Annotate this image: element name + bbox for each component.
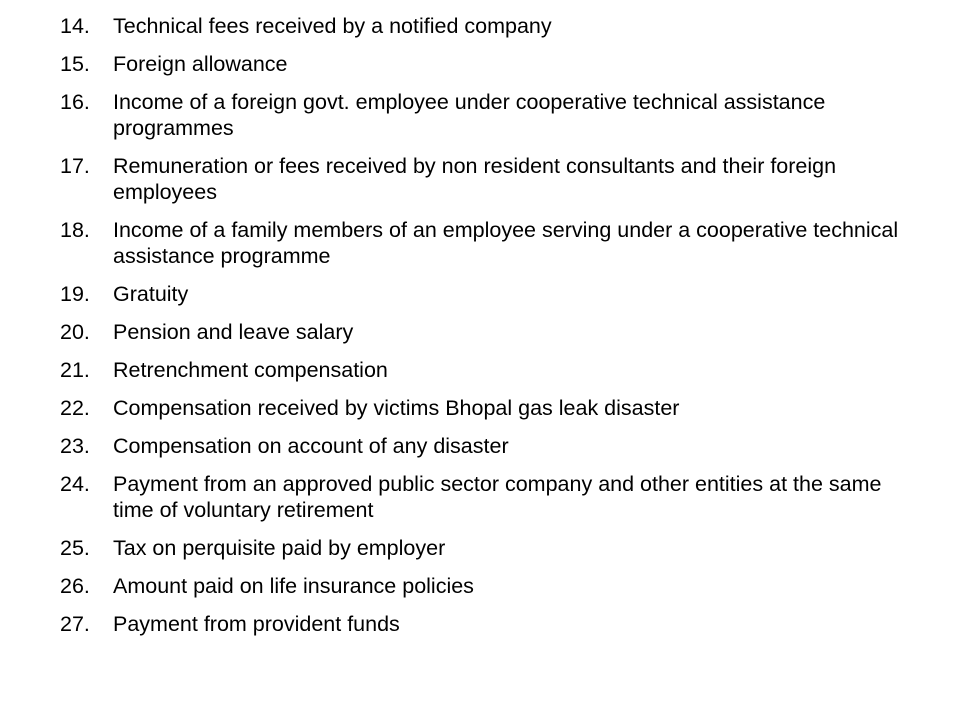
numbered-list bbox=[60, 13, 920, 649]
list-item bbox=[60, 357, 920, 383]
item-number: 20. bbox=[60, 320, 90, 344]
item-text: Foreign allowance bbox=[113, 52, 288, 76]
item-number: 21. bbox=[60, 358, 90, 382]
item-number: 24. bbox=[60, 472, 90, 496]
list-item bbox=[60, 89, 920, 141]
item-number: 16. bbox=[60, 90, 90, 114]
item-number: 22. bbox=[60, 396, 90, 420]
item-text: Technical fees received by a notified company bbox=[113, 14, 552, 38]
list-item bbox=[60, 471, 920, 523]
list-item bbox=[60, 153, 920, 205]
item-text: Payment from an approved public sector company and other entities at the same time of voluntary retirement bbox=[113, 472, 882, 522]
item-number: 27. bbox=[60, 612, 90, 636]
list-item bbox=[60, 611, 920, 637]
list-item bbox=[60, 13, 920, 39]
item-text: Income of a family members of an employee serving under a cooperative technical assistance programme bbox=[113, 218, 899, 268]
item-text: Retrenchment compensation bbox=[113, 358, 388, 382]
item-number: 15. bbox=[60, 52, 90, 76]
list-item bbox=[60, 281, 920, 307]
list-item bbox=[60, 573, 920, 599]
list-item bbox=[60, 51, 920, 77]
item-text: Pension and leave salary bbox=[113, 320, 354, 344]
item-number: 14. bbox=[60, 14, 90, 38]
item-text: Compensation received by victims Bhopal gas leak disaster bbox=[113, 396, 680, 420]
item-text: Payment from provident funds bbox=[113, 612, 400, 636]
item-text: Amount paid on life insurance policies bbox=[113, 574, 474, 598]
list-item bbox=[60, 395, 920, 421]
list-item bbox=[60, 217, 920, 269]
item-number: 17. bbox=[60, 154, 90, 178]
item-text: Gratuity bbox=[113, 282, 189, 306]
list-item bbox=[60, 433, 920, 459]
item-number: 25. bbox=[60, 536, 90, 560]
list-item bbox=[60, 319, 920, 345]
item-number: 23. bbox=[60, 434, 90, 458]
item-text: Compensation on account of any disaster bbox=[113, 434, 509, 458]
item-text: Tax on perquisite paid by employer bbox=[113, 536, 446, 560]
item-text: Remuneration or fees received by non resident consultants and their foreign employees bbox=[113, 154, 837, 204]
list-item bbox=[60, 535, 920, 561]
item-number: 18. bbox=[60, 218, 90, 242]
item-text: Income of a foreign govt. employee under cooperative technical assistance programmes bbox=[113, 90, 826, 140]
item-number: 26. bbox=[60, 574, 90, 598]
item-number: 19. bbox=[60, 282, 90, 306]
